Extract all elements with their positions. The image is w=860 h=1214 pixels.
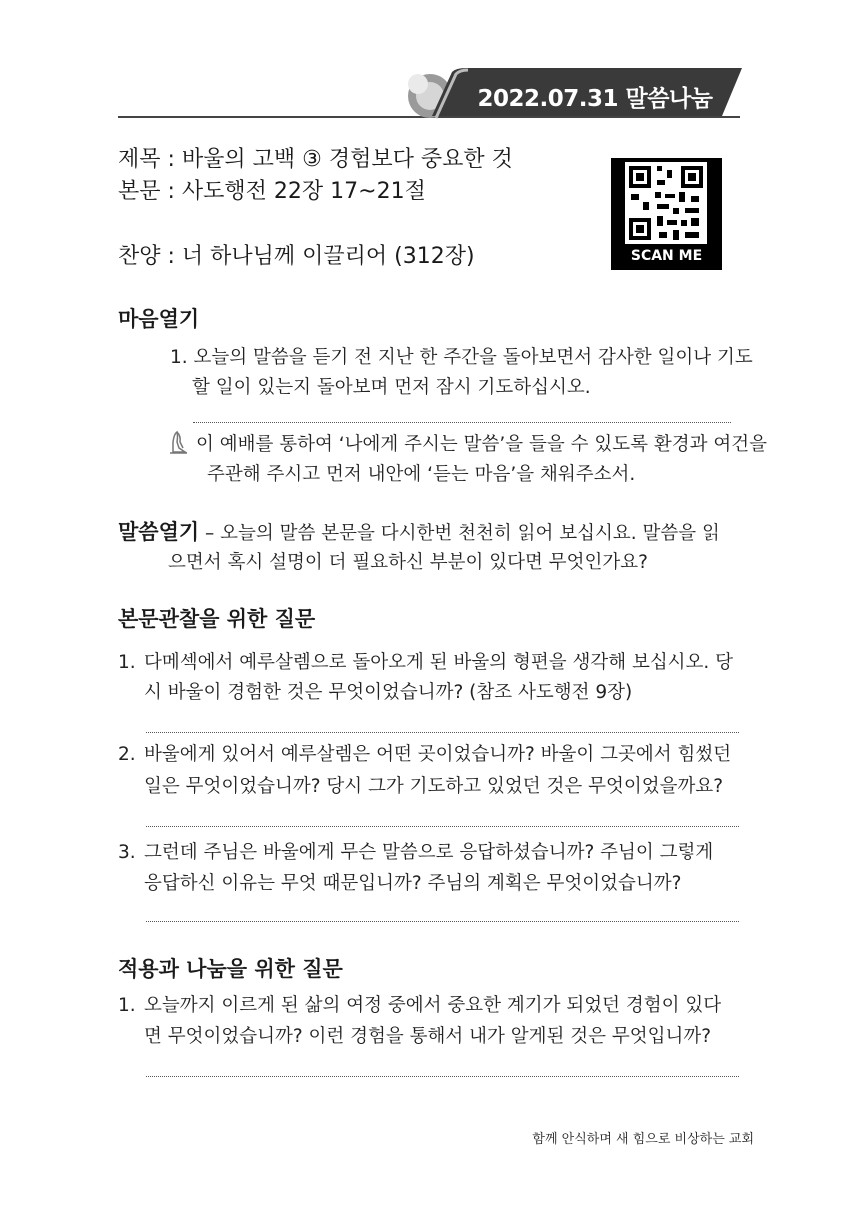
opening-item-1-line1: 오늘의 말씀을 듣기 전 지난 한 주간을 돌아보면서 감사한 일이나 기도 (193, 347, 753, 368)
observation-section-title: 본문관찰을 위한 질문 (118, 607, 316, 631)
answer-line (193, 422, 731, 423)
application-question-1 (118, 991, 721, 1021)
opening-prayer-line1: 이 예배를 통하여 ‘나에게 주시는 말씀’을 들을 수 있도록 환경과 여건을 (196, 434, 767, 455)
observation-question-2 (118, 740, 731, 770)
answer-line (146, 732, 739, 733)
observation-question-1 (118, 648, 733, 678)
opening-item-1-num: 1. (170, 347, 188, 368)
answer-line (146, 921, 739, 922)
praying-hands-icon (165, 430, 191, 456)
word-line2: 으면서 혹시 설명이 더 필요하신 부분이 있다면 무엇인가요? (168, 552, 648, 573)
word-section (118, 516, 720, 549)
sermon-hymn: 찬양 : 너 하나님께 이끌리어 (312장) (118, 244, 475, 269)
answer-line (146, 826, 739, 827)
word-line1: – 오늘의 말씀 본문을 다시한번 천천히 읽어 보십시요. 말씀을 읽 (199, 523, 720, 544)
footer-slogan: 함께 안식하며 새 힘으로 비상하는 교회 (532, 1132, 754, 1147)
opening-item-1 (170, 343, 753, 373)
word-section-title: 말씀열기 (118, 520, 200, 544)
opening-section-title: 마음열기 (118, 307, 200, 331)
opening-item-1-line2: 할 일이 있는지 돌아보며 먼저 잠시 기도하십시오. (192, 377, 591, 398)
question-line1: 바울에게 있어서 예루살렘은 어떤 곳이었습니까? 바울이 그곳에서 힘썼던 (144, 744, 732, 765)
question-line2: 응답하신 이유는 무엇 때문입니까? 주님의 계획은 무엇이었습니까? (144, 873, 682, 894)
question-number: 2. (118, 744, 136, 765)
question-number: 1. (118, 652, 136, 673)
question-line1: 그런데 주님은 바울에게 무슨 말씀으로 응답하셨습니까? 주님이 그렇게 (144, 842, 714, 863)
question-line2: 일은 무엇이었습니까? 당시 그가 기도하고 있었던 것은 무엇이었을까요? (144, 776, 724, 797)
opening-prayer-line2: 주관해 주시고 먼저 내안에 ‘듣는 마음’을 채워주소서. (207, 464, 636, 485)
question-number: 1. (118, 995, 136, 1016)
qr-scan-label: SCAN ME (630, 248, 703, 264)
observation-question-3 (118, 838, 713, 868)
question-line1: 다메섹에서 예루살렘으로 돌아오게 된 바울의 형편을 생각해 보십시오. 당 (144, 652, 734, 673)
sermon-scripture: 본문 : 사도행전 22장 17~21절 (118, 179, 426, 204)
question-line2: 면 무엇이었습니까? 이런 경험을 통해서 내가 알게된 것은 무엇입니까? (144, 1026, 712, 1047)
qr-pattern-icon (611, 158, 722, 248)
sermon-title: 제목 : 바울의 고백 ③ 경험보다 중요한 것 (118, 147, 513, 172)
answer-line (146, 1076, 739, 1077)
header-date-title: 2022.07.31 말씀나눔지 (477, 86, 713, 146)
question-number: 3. (118, 842, 136, 863)
application-section-title: 적용과 나눔을 위한 질문 (118, 957, 343, 981)
question-line2: 시 바울이 경험한 것은 무엇이었습니까? (참조 사도행전 9장) (144, 682, 633, 703)
question-line1: 오늘까지 이르게 된 삶의 여정 중에서 중요한 계기가 되었던 경험이 있다 (144, 995, 722, 1016)
